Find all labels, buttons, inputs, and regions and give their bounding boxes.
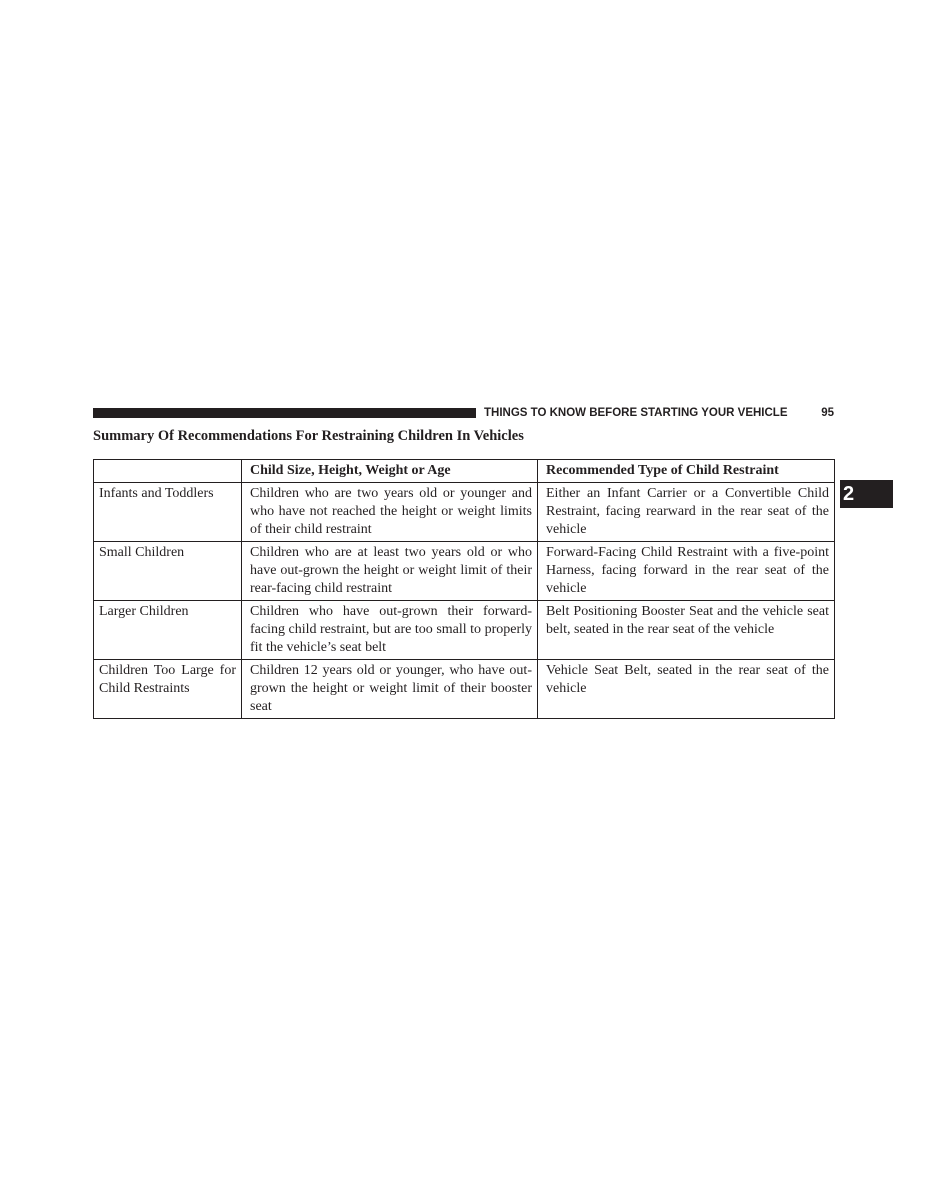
header-rule [93, 408, 476, 418]
row-restraint-cell: Either an Infant Carrier or a Convertible Child Restraint, facing rearward in the rear seat of the vehicle [538, 483, 835, 542]
table-row [94, 660, 835, 719]
running-header [484, 405, 834, 421]
row-group-cell: Small Children [94, 542, 242, 601]
row-size-cell: Children 12 years old or younger, who have out-grown the height or weight limit of their booster seat [242, 660, 538, 719]
row-restraint-cell: Vehicle Seat Belt, seated in the rear seat of the vehicle [538, 660, 835, 719]
header-cell-restraint: Recommended Type of Child Restraint [538, 460, 835, 483]
page-number: 95 [821, 407, 834, 419]
row-size-cell: Children who are at least two years old or who have out-grown the height or weight limit of their rear-facing child restraint [242, 542, 538, 601]
table-row [94, 601, 835, 660]
table-row [94, 483, 835, 542]
chapter-tab: 2 [840, 480, 893, 508]
section-title: Summary Of Recommendations For Restraining Children In Vehicles [93, 428, 524, 444]
child-restraint-summary-table [93, 459, 835, 719]
row-restraint-cell: Belt Positioning Booster Seat and the vehicle seat belt, seated in the rear seat of the vehicle [538, 601, 835, 660]
row-group-cell: Children Too Large for Child Restraints [94, 660, 242, 719]
row-group-cell: Infants and Toddlers [94, 483, 242, 542]
header-cell-group [94, 460, 242, 483]
table-header-row [94, 460, 835, 483]
row-restraint-cell: Forward-Facing Child Restraint with a five-point Harness, facing forward in the rear seat of the vehicle [538, 542, 835, 601]
row-group-cell: Larger Children [94, 601, 242, 660]
row-size-cell: Children who are two years old or younger and who have not reached the height or weight limits of their child restraint [242, 483, 538, 542]
row-size-cell: Children who have out-grown their forward-facing child restraint, but are too small to properly fit the vehicle’s seat belt [242, 601, 538, 660]
header-cell-size: Child Size, Height, Weight or Age [242, 460, 538, 483]
table-row [94, 542, 835, 601]
running-title: THINGS TO KNOW BEFORE STARTING YOUR VEHICLE [484, 407, 788, 419]
